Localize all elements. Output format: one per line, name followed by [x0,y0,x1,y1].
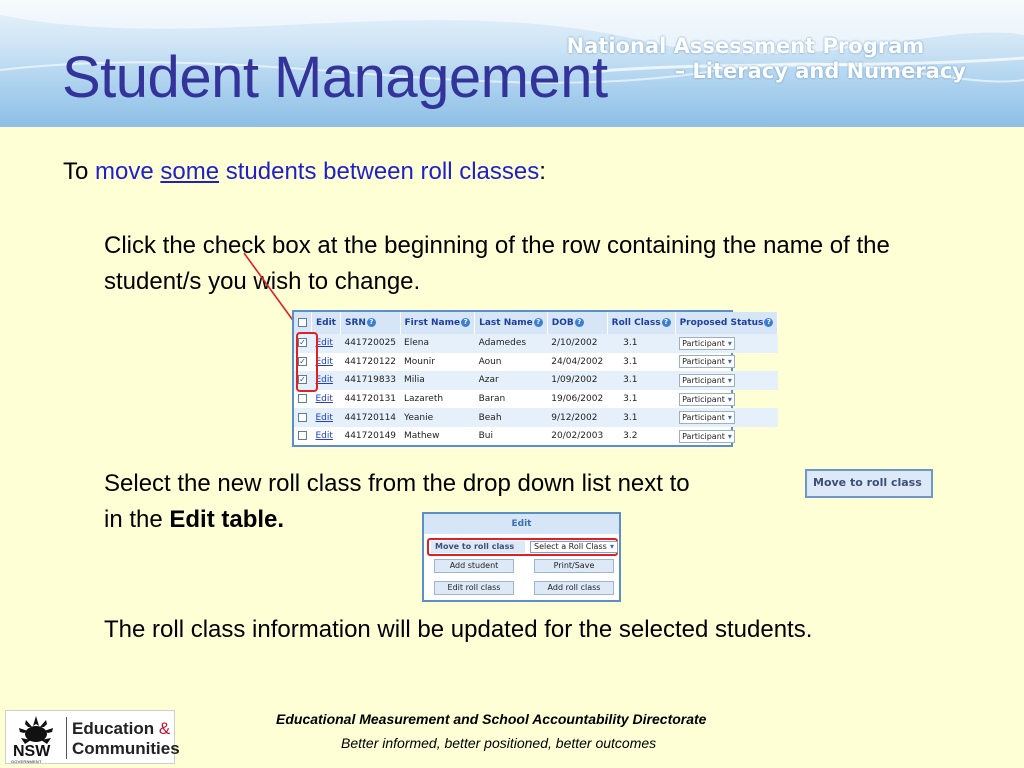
cell-roll-class: 3.1 [607,334,675,353]
cell-srn: 441720025 [340,334,400,353]
sort-icon[interactable]: ? [534,318,543,327]
add-student-button[interactable]: Add student [434,559,514,573]
cell-first-name: Lazareth [404,394,444,405]
program-line-1: National Assessment Program [566,34,925,58]
header-banner [0,0,1024,127]
cell-last-name: Adamedes [475,334,548,353]
sort-icon[interactable]: ? [461,318,470,327]
cell-last-name: Bui [478,431,493,442]
chevron-down-icon: ▾ [609,542,614,551]
lead-colon: : [539,158,546,185]
cell-first-name: Mathew [404,431,440,442]
row-edit-link[interactable]: Edit [315,375,333,386]
status-select[interactable]: Participant ▾ [679,374,735,387]
sort-icon[interactable]: ? [367,318,376,327]
table-row [294,408,778,427]
row-checkbox[interactable]: ✓ [299,375,306,385]
row-edit-link[interactable]: Edit [315,431,333,442]
header-roll-class[interactable]: Roll Class ? [607,312,675,334]
table-row [294,427,778,446]
program-name [567,34,966,84]
cell-dob: 24/04/2002 [551,356,604,367]
table-row [294,371,778,390]
header-first-name[interactable]: First Name ? [400,312,475,334]
lead-move: move [95,158,154,185]
page-title: Student Management [62,45,608,110]
chevron-down-icon: ▾ [727,394,732,404]
table-row [294,390,778,409]
cell-srn: 441720114 [340,408,400,427]
lead-prefix: To [63,158,96,185]
lead-some: some [160,158,220,185]
cell-dob: 1/09/2002 [547,371,607,390]
row-checkbox[interactable] [298,431,307,440]
status-select[interactable]: Participant ▾ [679,411,735,424]
cell-first-name: Mounir [404,356,435,367]
table-header-row [294,312,778,334]
cell-dob: 9/12/2002 [547,408,607,427]
logo-education-communities: Education & Communities [72,719,180,758]
instruction-checkbox: Click the check box at the beginning of the row containing the name of the student/s you wish to change. [104,232,890,295]
cell-srn: 441719833 [340,371,400,390]
footer-tagline: Better informed, better positioned, better outcomes [341,735,657,751]
roll-class-select[interactable]: Select a Roll Class ▾ [530,541,618,553]
add-roll-class-button[interactable]: Add roll class [534,581,614,595]
cell-last-name: Aoun [478,356,502,367]
sort-icon[interactable]: ? [764,318,773,327]
row-edit-link[interactable]: Edit [315,356,333,367]
logo-divider [66,717,67,759]
cell-first-name: Yeanie [400,408,475,427]
row-checkbox[interactable] [298,394,307,403]
status-select[interactable]: Participant ▾ [679,355,735,368]
move-to-roll-class-button[interactable]: Move to roll class [805,469,933,498]
status-select[interactable]: Participant ▾ [679,430,735,443]
cell-last-name: Baran [478,394,506,405]
student-table [292,310,771,447]
nsw-education-logo [5,710,180,764]
chevron-down-icon: ▾ [727,431,732,441]
cell-first-name: Milia [400,371,475,390]
program-line-2: – Literacy and Numeracy [674,59,966,83]
chevron-down-icon: ▾ [727,413,732,423]
select-all-checkbox[interactable] [298,318,307,327]
move-row-highlight [427,538,618,556]
cell-roll-class: 3.1 [607,408,675,427]
cell-srn: 441720149 [344,431,397,442]
status-select[interactable]: Participant ▾ [679,337,735,350]
sort-icon[interactable]: ? [575,318,584,327]
row-edit-link[interactable]: Edit [315,338,333,349]
cell-roll-class: 3.1 [623,394,638,405]
p2-edit-table: Edit table. [169,506,285,533]
header-srn[interactable]: SRN ? [340,312,400,334]
edit-roll-class-button[interactable]: Edit roll class [434,581,514,595]
select-all-header[interactable] [294,312,312,334]
cell-roll-class: 3.1 [607,371,675,390]
cell-last-name: Beah [475,408,548,427]
row-edit-link[interactable]: Edit [315,394,333,405]
cell-dob: 20/02/2003 [551,431,604,442]
row-checkbox[interactable]: ✓ [299,338,306,348]
row-checkbox[interactable] [298,413,307,422]
status-select[interactable]: Participant ▾ [679,393,735,406]
instruction-result: The roll class information will be updated for the selected students. [104,616,813,643]
chevron-down-icon: ▾ [727,357,732,367]
lead-rest: students between roll classes [225,158,540,185]
row-edit-link[interactable]: Edit [315,412,333,423]
p2-in-the: in the [104,506,170,533]
header-edit: Edit [312,312,341,334]
edit-panel [422,512,621,602]
print-save-button[interactable]: Print/Save [534,559,614,573]
header-last-name[interactable]: Last Name ? [475,312,548,334]
cell-dob: 19/06/2002 [551,394,604,405]
cell-roll-class: 3.2 [623,431,638,442]
edit-panel-header: Edit [424,514,619,534]
cell-roll-class: 3.1 [623,356,638,367]
logo-government-text: GOVERNMENT [11,759,42,764]
table-row [294,334,778,353]
header-proposed-status[interactable]: Proposed Status ? [675,312,778,334]
cell-srn: 441720131 [344,394,397,405]
p2-text: Select the new roll class from the drop down list next to [104,470,690,497]
checkbox-highlight-box [296,332,318,392]
cell-dob: 2/10/2002 [547,334,607,353]
move-to-roll-class-label[interactable]: Move to roll class [431,541,525,553]
cell-first-name: Elena [400,334,475,353]
lead-line [63,158,546,186]
table-row [294,353,778,372]
row-checkbox[interactable]: ✓ [299,356,306,366]
sort-icon[interactable]: ? [662,318,671,327]
header-dob[interactable]: DOB ? [547,312,607,334]
footer-directorate: Educational Measurement and School Accountability Directorate [276,711,707,727]
chevron-down-icon: ▾ [727,338,732,348]
cell-last-name: Azar [475,371,548,390]
cell-srn: 441720122 [344,356,397,367]
logo-nsw-text: NSW [13,743,51,760]
chevron-down-icon: ▾ [727,375,732,385]
